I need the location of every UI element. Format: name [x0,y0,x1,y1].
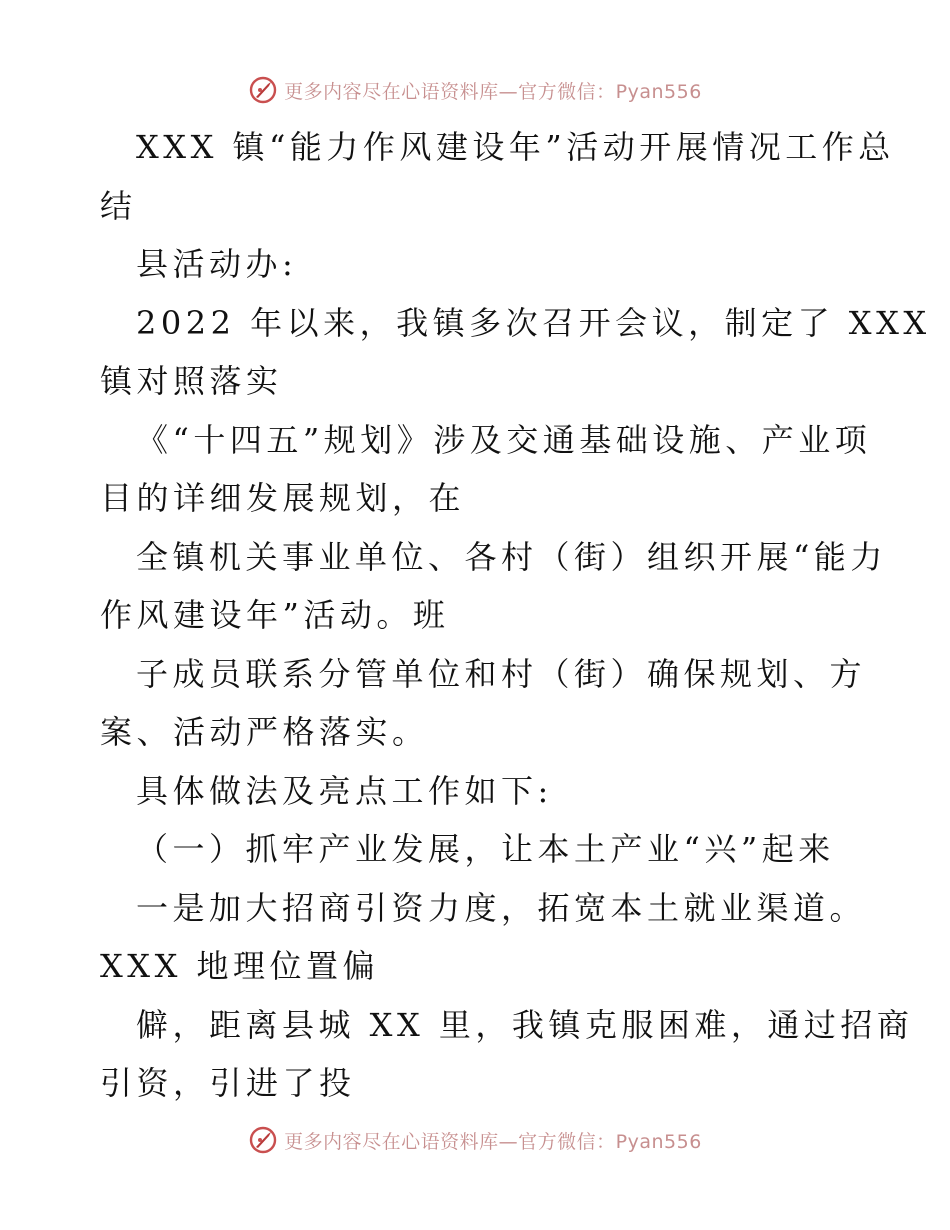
text-line: 县活动办: [136,245,298,283]
text-line: 镇对照落实 [100,362,283,400]
watermark-text: 更多内容尽在心语资料库—官方微信：Pyan556 [284,80,702,103]
text-line: （一）抓牢产业发展，让本土产业“兴”起来 [136,830,835,868]
quill-pen-circle-icon [248,1125,278,1155]
text-line: 引资，引进了投 [100,1064,356,1102]
text-line: 结 [100,186,137,225]
text-line: 一是加大招商引资力度，拓宽本土就业渠道。 [136,888,867,927]
quill-pen-circle-icon [248,75,278,105]
watermark-footer [0,1122,950,1158]
text-line: 《“十四五”规划》涉及交通基础设施、产业项 [136,420,872,459]
document-body [100,118,931,1113]
text-line: XXX 地理位置偏 [100,947,380,985]
text-line: 2022 年以来，我镇多次召开会议，制定了 XXX [136,303,931,342]
text-line: 僻，距离县城 XX 里，我镇克服困难，通过招商 [136,1005,914,1044]
text-line: XXX 镇“能力作风建设年”活动开展情况工作总 [136,128,895,166]
watermark-text: 更多内容尽在心语资料库—官方微信：Pyan556 [284,1130,702,1153]
text-line: 具体做法及亮点工作如下: [136,771,553,810]
text-line: 目的详细发展规划，在 [100,479,466,517]
watermark-header [0,72,950,108]
text-line: 子成员联系分管单位和村（街）确保规划、方 [136,654,867,693]
text-line: 全镇机关事业单位、各村（街）组织开展“能力 [136,537,887,576]
text-line: 作风建设年”活动。班 [100,596,450,634]
text-line: 案、活动严格落实。 [100,713,429,751]
